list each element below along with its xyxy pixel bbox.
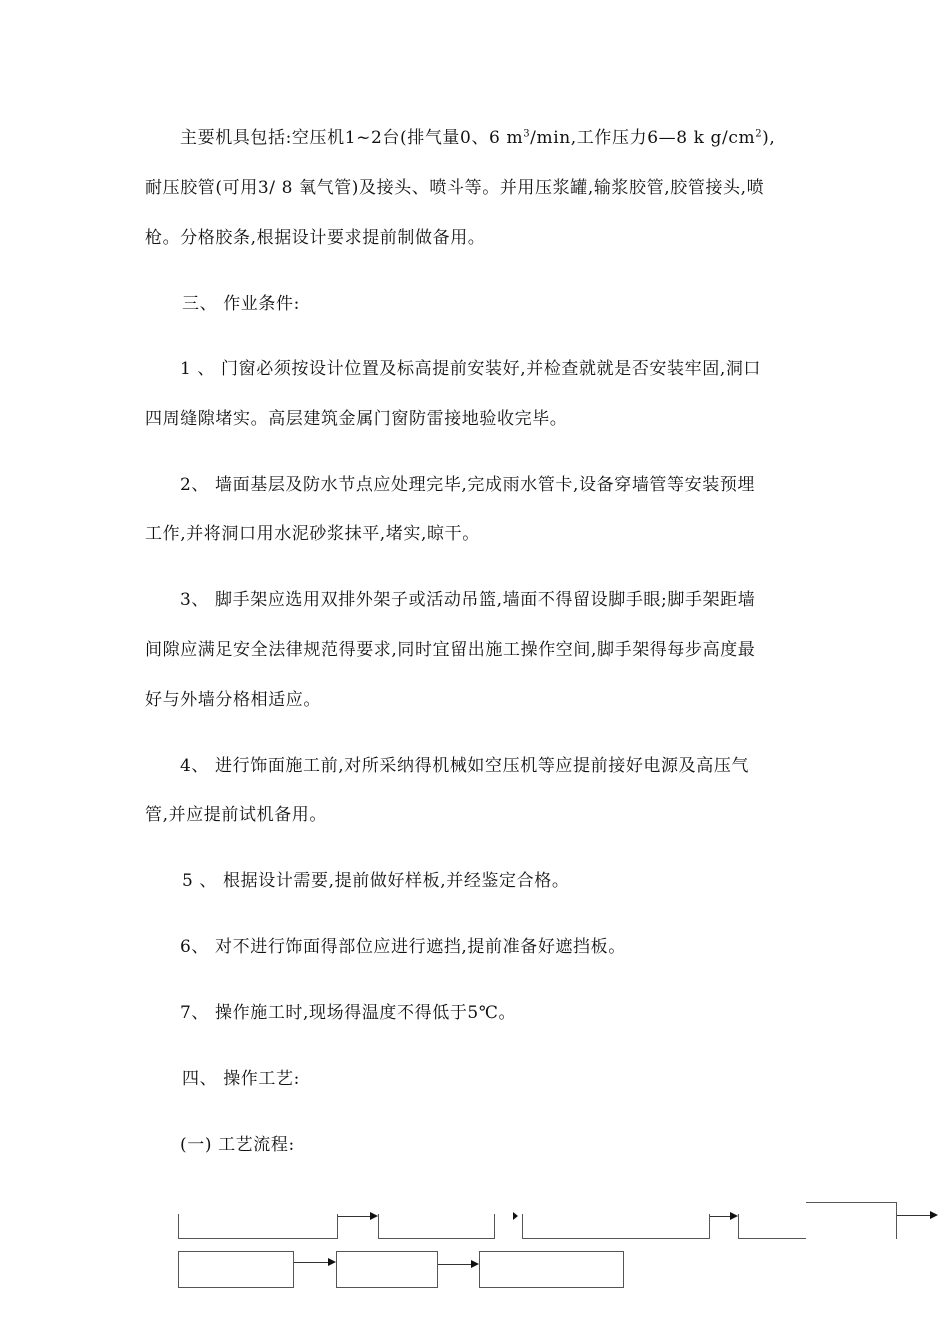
tools-text-c: ), [762,128,776,148]
item-4-line-2: 管,并应提前试机备用。 [145,805,328,825]
tools-text-b: /min,工作压力6—8 k g/cm [530,128,756,148]
tools-line-3: 枪。分格胶条,根据设计要求提前制做备用。 [145,228,486,248]
item-3-line-2: 间隙应满足安全法律规范得要求,同时宜留出施工操作空间,脚手架得每步高度最 [145,640,756,660]
flow-box-3 [522,1214,710,1239]
section-4-heading: 四、 操作工艺: [182,1069,300,1089]
flow-box-7 [336,1251,438,1288]
process-flow-heading: (一) 工艺流程: [180,1135,295,1155]
flow-arrowhead-1 [370,1212,378,1220]
flow-arrowhead-2 [730,1212,738,1220]
flow-box-1 [178,1214,338,1239]
item-4-line-1: 4、 进行饰面施工前,对所采纳得机械如空压机等应提前接好电源及高压气 [180,756,750,776]
tools-line-2: 耐压胶管(可用3/ 8 氧气管)及接头、喷斗等。并用压浆罐,输浆胶管,胶管接头,喷 [145,178,765,198]
flow-box-8 [479,1251,624,1288]
item-3-line-3: 好与外墙分格相适应。 [145,690,321,710]
flow-box-2 [378,1214,495,1239]
tools-line-1 [180,126,775,150]
flow-arrowhead-3 [513,1212,518,1220]
flow-connector-4 [294,1262,328,1263]
item-2-line-2: 工作,并将洞口用水泥砂浆抹平,堵实,晾干。 [145,524,480,544]
section-3-heading: 三、 作业条件: [182,294,300,314]
flow-arrowhead-5 [328,1258,336,1266]
item-1-line-2: 四周缝隙堵实。高层建筑金属门窗防雷接地验收完毕。 [145,409,568,429]
cubic-superscript: 3 [523,128,531,140]
item-3-line-1: 3、 脚手架应选用双排外架子或活动吊篮,墙面不得留设脚手眼;脚手架距墙 [180,590,756,610]
flow-connector-3 [897,1215,931,1216]
flow-arrowhead-6 [471,1260,479,1268]
item-1-line-1: 1 、 门窗必须按设计位置及标高提前安装好,并检查就就是否安装牢固,洞口 [180,359,762,379]
flow-connector-2 [710,1216,732,1217]
flow-box-6 [178,1251,294,1288]
tools-text-a: 主要机具包括:空压机1~2台(排气量0、6 m [180,128,524,148]
item-2-line-1: 2、 墙面基层及防水节点应处理完毕,完成雨水管卡,设备穿墙管等安装预埋 [180,475,756,495]
square-superscript: 2 [755,128,763,140]
flow-connector-1 [338,1216,372,1217]
item-7: 7、 操作施工时,现场得温度不得低于5℃。 [180,1003,517,1023]
flow-arrowhead-4 [930,1211,938,1219]
item-5: 5 、 根据设计需要,提前做好样板,并经鉴定合格。 [182,871,570,891]
flow-box-5 [806,1202,897,1239]
flow-connector-5 [438,1264,472,1265]
item-6: 6、 对不进行饰面得部位应进行遮挡,提前准备好遮挡板。 [180,937,626,957]
